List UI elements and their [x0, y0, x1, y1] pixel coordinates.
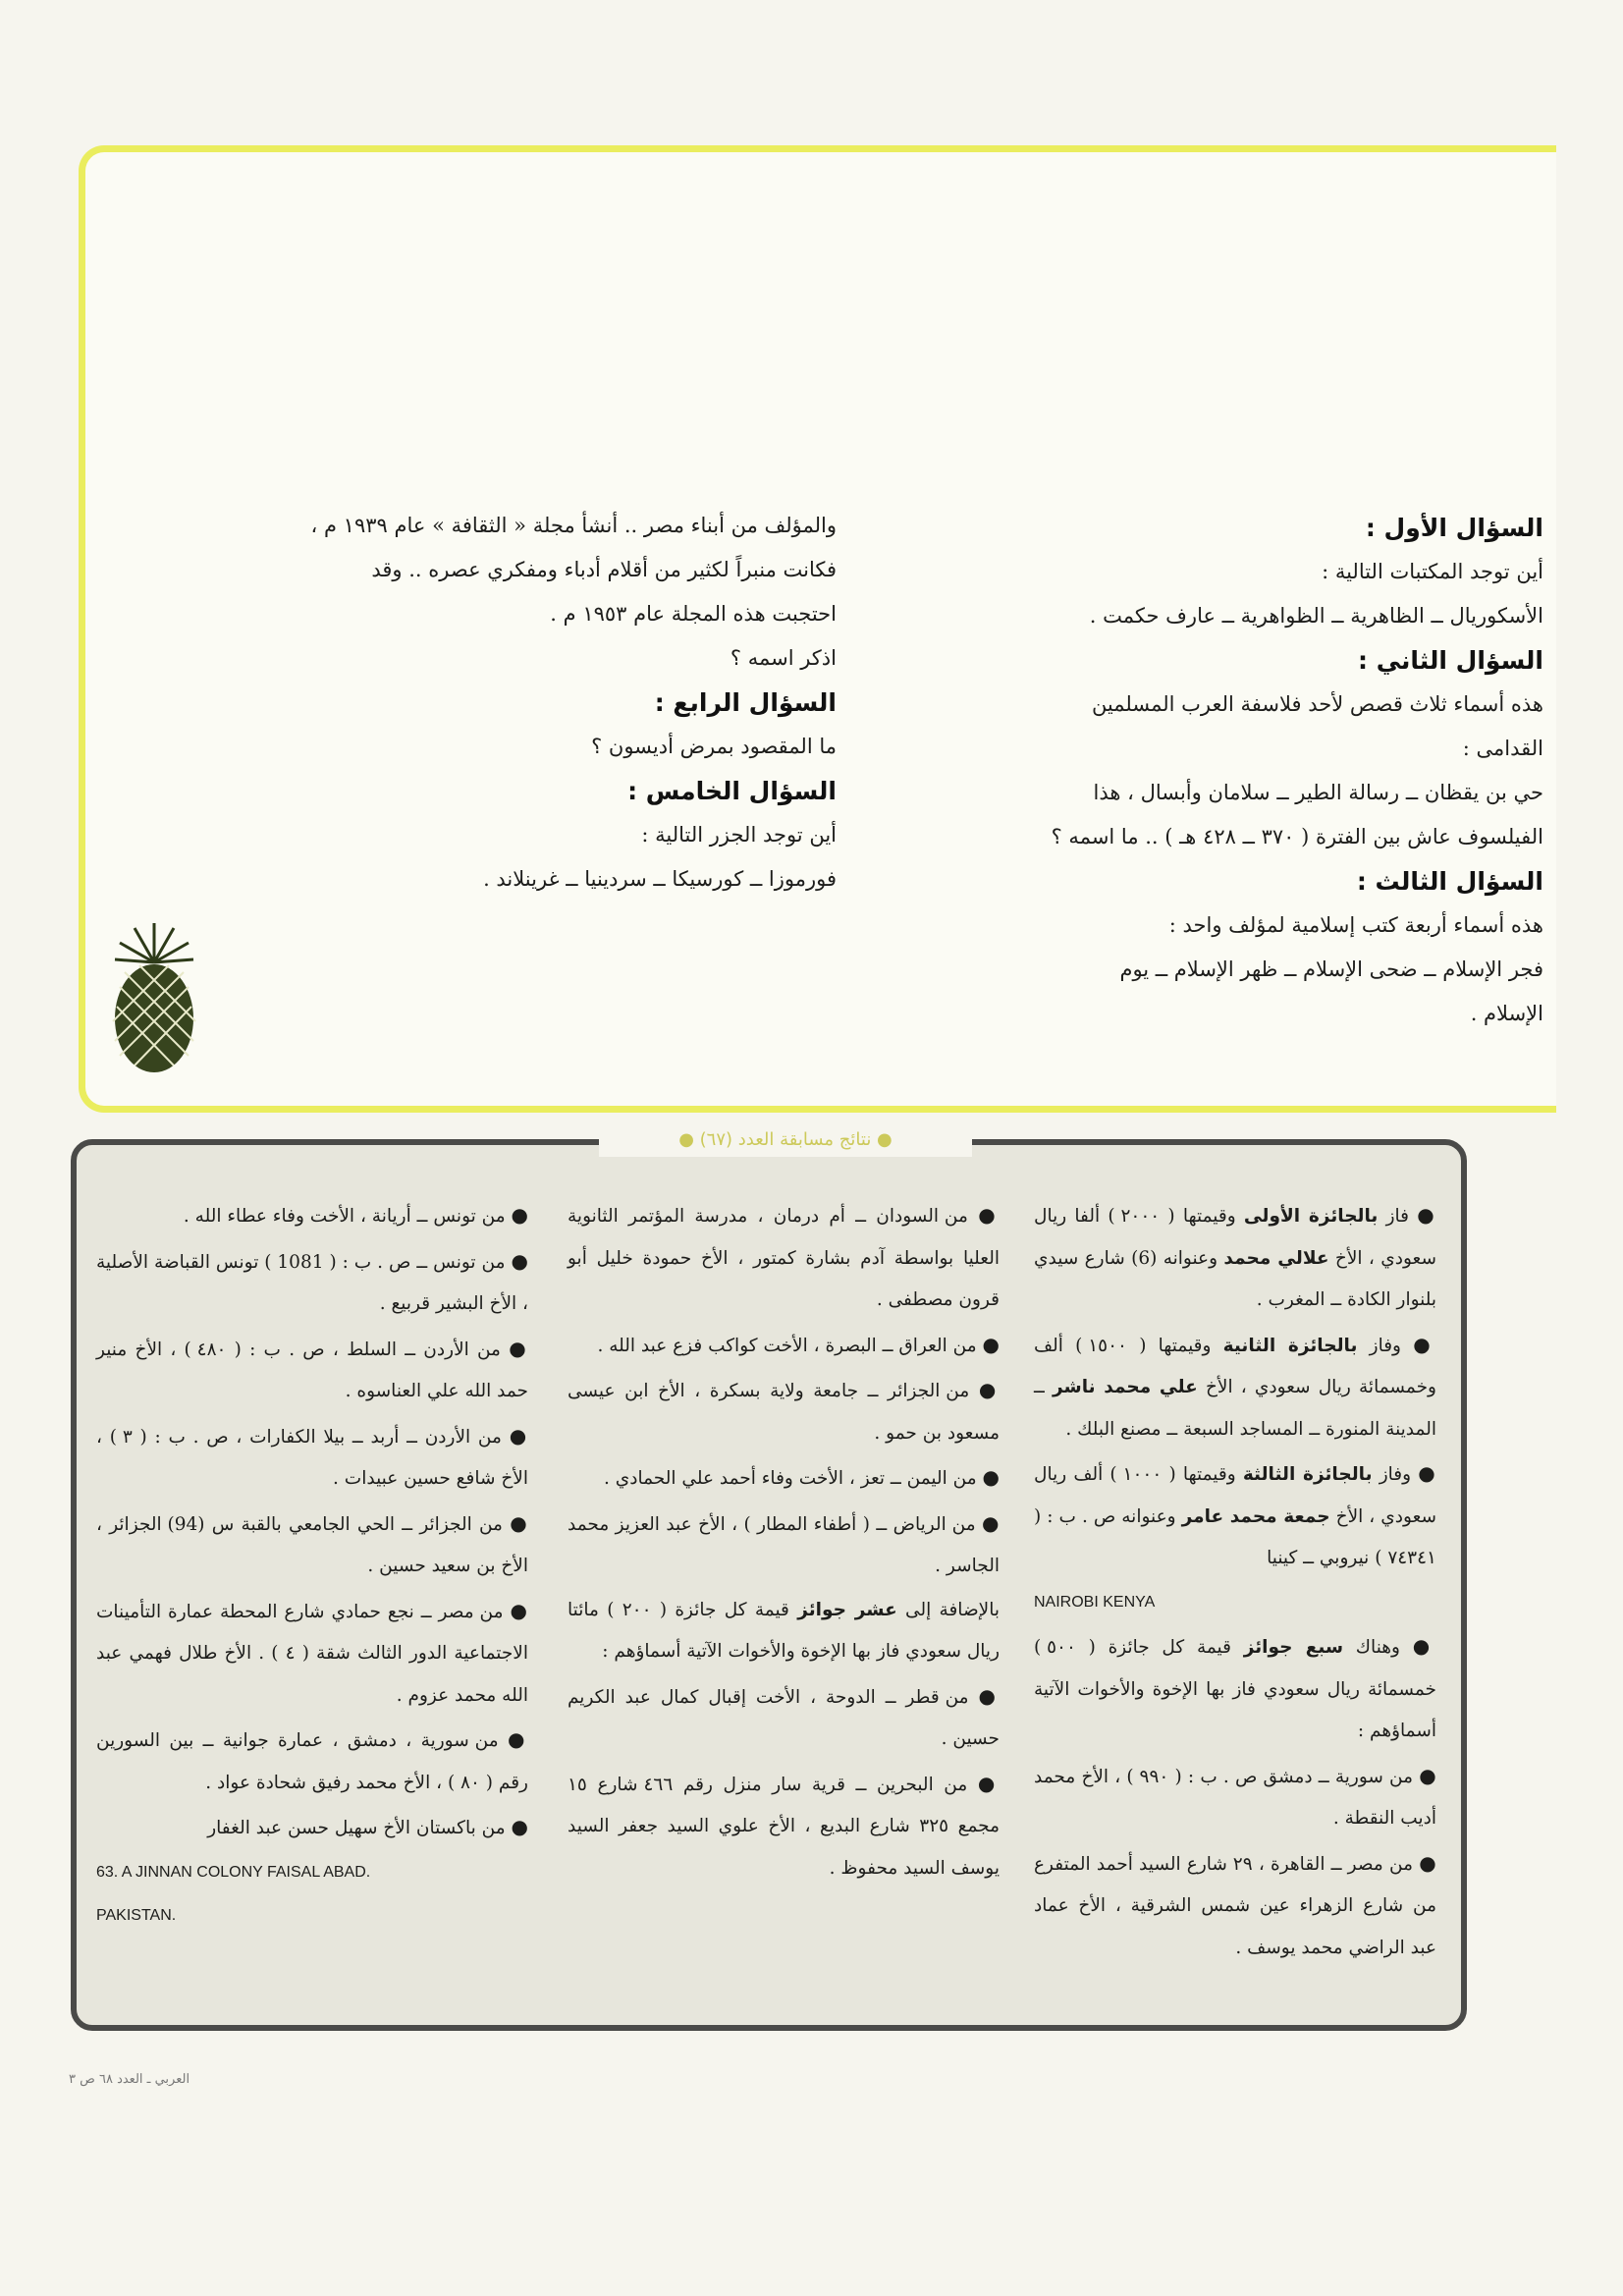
question-1-heading: السؤال الأول :: [1365, 514, 1543, 542]
winner-entry: ● من السودان ــ أم درمان ، مدرسة المؤتمر الثانوية العليا بواسطة آدم بشارة كمتور ، الأخ حمودة خليل أبو قرون مصطفى .: [568, 1203, 1001, 1310]
first-prize-entry: ● فاز بالجائزة الأولى وقيمتها ( ٢٠٠٠ ) ألفا ريال سعودي ، الأخ علالي محمد وعنوانه (6) شارع سيدي بلنوار الكادة ــ المغرب .: [1034, 1203, 1437, 1310]
ten-prizes-entry: بالإضافة إلى عشر جوائز قيمة كل جائزة ( ٢٠٠ ) مائتا ريال سعودي فاز بها الإخوة والأخوات الآتية أسماؤهم :: [568, 1599, 1000, 1662]
winner-entry: ● من الأردن ــ أربد ــ بيلا الكفارات ، ص . ب : ( ٣ ) ، الأخ شافع حسين عبيدات .: [96, 1423, 529, 1489]
question-3-continued: احتجبت هذه المجلة عام ١٩٥٣ م .: [550, 602, 837, 626]
winner-entry: ● من الرياض ــ ( أطفاء المطار ) ، الأخ عبد العزيز محمد الجاسر .: [568, 1510, 1001, 1576]
question-2-text: الفيلسوف عاش بين الفترة ( ٣٧٠ ــ ٤٢٨ هـ ) .. ما اسمه ؟: [1051, 825, 1543, 848]
question-2-text: القدامى :: [1462, 737, 1543, 760]
second-prize-entry: ● وفاز بالجائزة الثانية وقيمتها ( ١٥٠٠ ) ألف وخمسمائة ريال سعودي ، الأخ علي محمد ناشر ــ المدينة المنورة ــ المساجد السبعة ــ مصنع البلك .: [1034, 1332, 1436, 1440]
question-2-text: حي بن يقظان ــ رسالة الطير ــ سلامان وأبسال ، هذا: [1093, 781, 1543, 804]
winner-entry: ● من العراق ــ البصرة ، الأخت كواكب فزع عبد الله .: [597, 1332, 1000, 1356]
results-column-left: [96, 1194, 528, 1940]
winner-entry: ● من اليمن ــ تعز ، الأخت وفاء أحمد علي الحمادي .: [604, 1465, 1000, 1489]
winner-entry: ● من تونس ــ ص . ب : ( 1081 ) تونس القباضة الأصلية ، الأخ البشير قربيع .: [96, 1248, 528, 1314]
question-2-heading: السؤال الثاني :: [1358, 646, 1543, 675]
quiz-left-column: [257, 504, 837, 902]
address-latin: NAIROBI KENYA: [1034, 1593, 1156, 1611]
question-4-heading: السؤال الرابع :: [654, 688, 837, 717]
winner-entry: ● من الجزائر ــ جامعة ولاية بسكرة ، الأخ ابن عيسى مسعود بن حمو .: [568, 1378, 1000, 1444]
pineapple-icon: [105, 918, 203, 1075]
seven-prizes-entry: ● وهناك سبع جوائز قيمة كل جائزة ( ٥٠٠ ) خمسمائة ريال سعودي فاز بها الإخوة والأخوات الآتية أسماؤهم :: [1034, 1634, 1436, 1741]
quiz-right-column: [851, 506, 1543, 1036]
results-title: ● نتائج مسابقة العدد (٦٧) ●: [599, 1123, 972, 1157]
winner-entry: ● من سورية ، دمشق ، عمارة جوانية ــ بين السورين رقم ( ٨٠ ) ، الأخ محمد رفيق شحادة عواد .: [96, 1727, 529, 1793]
winner-entry: ● من الجزائر ــ الحي الجامعي بالقبة س (94) الجزائر ، الأخ بن سعيد حسين .: [96, 1510, 529, 1576]
address-latin: PAKISTAN.: [96, 1907, 177, 1924]
question-3-continued: اذكر اسمه ؟: [730, 646, 837, 670]
question-3-continued: والمؤلف من أبناء مصر .. أنشأ مجلة « الثقافة » عام ١٩٣٩ م ،: [310, 514, 837, 537]
third-prize-entry: ● وفاز بالجائزة الثالثة وقيمتها ( ١٠٠٠ ) ألف ريال سعودي ، الأخ جمعة محمد عامر وعنوانه ص . ب : ( ٧٤٣٤١ ) نيروبي ــ كينيا: [1034, 1461, 1436, 1568]
question-1-text: أين توجد المكتبات التالية :: [1322, 560, 1543, 583]
question-1-text: الأسكوريال ــ الظاهرية ــ الظواهرية ــ عارف حكمت .: [1089, 604, 1543, 628]
page-footer: العربي ـ العدد ٦٨ ص ٣: [69, 2072, 190, 2087]
winner-entry: ● من البحرين ــ قرية سار منزل رقم ٤٦٦ شارع ١٥ مجمع ٣٢٥ شارع البديع ، الأخ علوي السيد جعفر السيد يوسف السيد محفوظ .: [568, 1771, 1001, 1879]
question-3-text: هذه أسماء أربعة كتب إسلامية لمؤلف واحد :: [1168, 913, 1543, 937]
winner-entry: ● من تونس ــ أريانة ، الأخت وفاء عطاء الله .: [183, 1203, 528, 1227]
winner-entry: ● من مصر ــ نجع حمادي شارع المحطة عمارة التأمينات الاجتماعية الدور الثالث شقة ( ٤ ) . الأخ طلال فهمي عبد الله محمد عزوم .: [96, 1598, 529, 1706]
winner-entry: ● من مصر ــ القاهرة ، ٢٩ شارع السيد أحمد المتفرع من شارع الزهراء عين شمس الشرقية ، الأخ عماد عبد الراضي محمد يوسف .: [1034, 1850, 1436, 1958]
question-4-text: ما المقصود بمرض أديسون ؟: [591, 735, 837, 758]
results-column-right: [1034, 1194, 1436, 1971]
question-3-text: فجر الإسلام ــ ضحى الإسلام ــ ظهر الإسلام ــ يوم: [1119, 957, 1543, 981]
question-3-heading: السؤال الثالث :: [1356, 867, 1543, 896]
question-5-text: أين توجد الجزر التالية :: [641, 823, 837, 847]
question-3-continued: فكانت منبراً لكثير من أقلام أدباء ومفكري عصره .. وقد: [371, 558, 837, 581]
quiz-box: [79, 145, 1556, 1113]
winner-entry: ● من قطر ــ الدوحة ، الأخت إقبال كمال عبد الكريم حسين .: [568, 1683, 1000, 1749]
question-3-text: الإسلام .: [1470, 1002, 1543, 1025]
address-latin: 63. A JINNAN COLONY FAISAL ABAD.: [96, 1863, 371, 1881]
winner-entry: ● من باكستان الأخ سهيل حسن عبد الغفار: [207, 1815, 528, 1838]
winner-entry: ● من سورية ــ دمشق ص . ب : ( ٩٩٠ ) ، الأخ محمد أديب النقطة .: [1034, 1763, 1437, 1829]
question-5-text: فورموزا ــ كورسيكا ــ سردينيا ــ غرينلاند .: [483, 867, 837, 891]
results-box: [71, 1139, 1467, 2031]
question-2-text: هذه أسماء ثلاث قصص لأحد فلاسفة العرب المسلمين: [1091, 692, 1543, 716]
winner-entry: ● من الأردن ــ السلط ، ص . ب : ( ٤٨٠ ) ، الأخ منير حمد الله علي العناسوه .: [96, 1336, 528, 1401]
question-5-heading: السؤال الخامس :: [627, 777, 837, 805]
results-column-middle: [568, 1194, 1000, 1891]
